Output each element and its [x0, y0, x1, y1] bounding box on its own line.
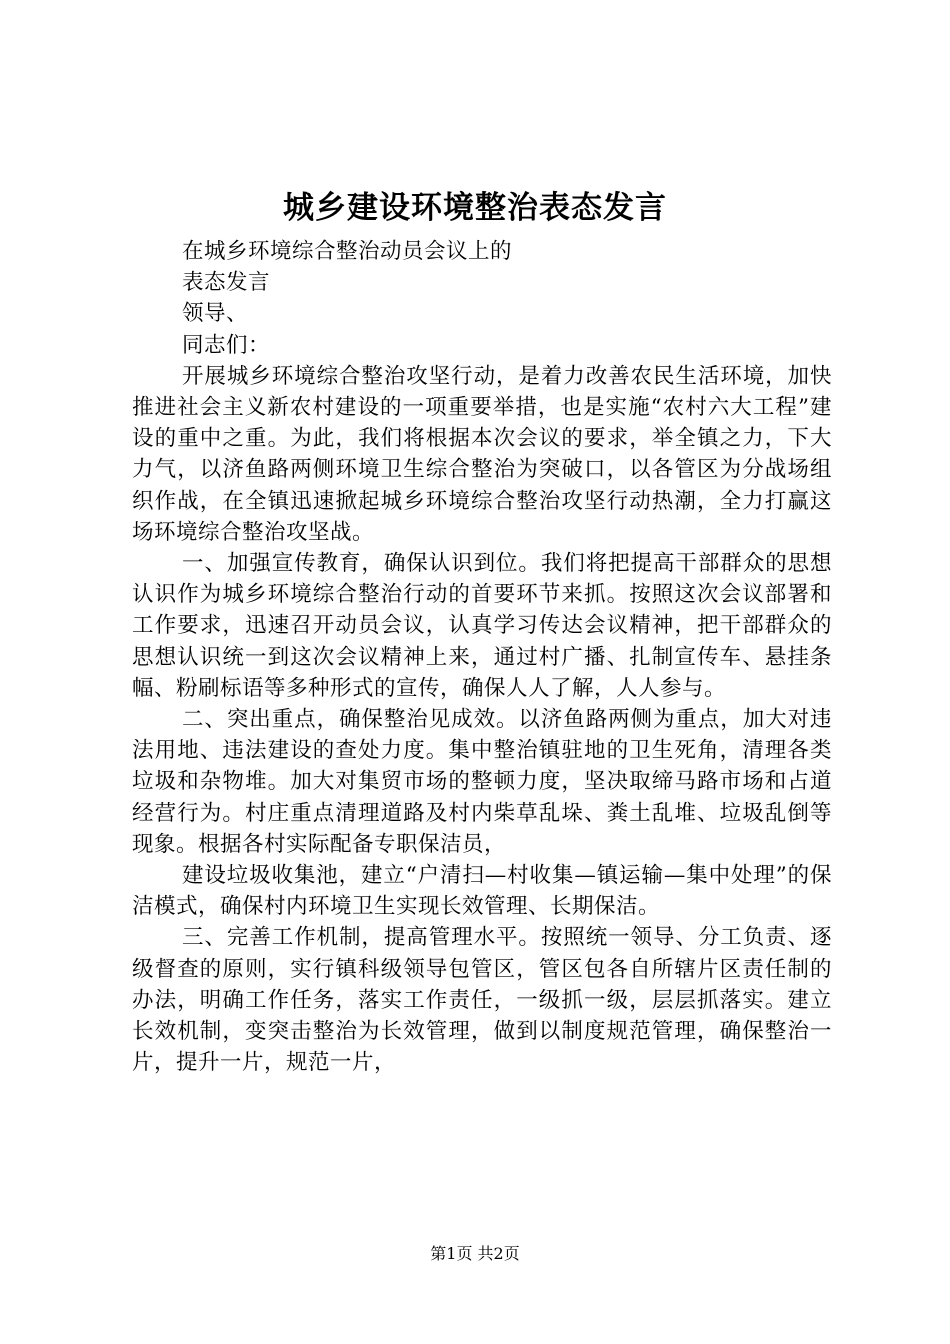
paragraph-point-2: 二、突出重点，确保整治见成效。以济鱼路两侧为重点，加大对违法用地、违法建设的查处力度。集中整治镇驻地的卫生死角，清理各类垃圾和杂物堆。加大对集贸市场的整顿力度，坚决取缔马路市场和占道经营行为。村庄重点清理道路及村内柴草乱垛、粪土乱堆、垃圾乱倒等现象。根据各村实际配备专职保洁员， [132, 707, 832, 857]
salutation-line: 同志们： [182, 332, 271, 358]
header-line: 表态发言 [182, 270, 271, 296]
document-title: 城乡建设环境整治表态发言 [283, 190, 667, 226]
salutation-line: 领导、 [182, 301, 249, 327]
paragraph-point-2-cont: 建设垃圾收集池，建立“户清扫—村收集—镇运输—集中处理”的保洁模式，确保村内环境卫生实现长效管理、长期保洁。 [132, 863, 832, 920]
paragraph-point-3: 三、完善工作机制，提高管理水平。按照统一领导、分工负责、逐级督查的原则，实行镇科级领导包管区，管区包各自所辖片区责任制的办法，明确工作任务，落实工作责任，一级抓一级，层层抓落实。建立长效机制，变突击整治为长效管理，做到以制度规范管理，确保整治一片，提升一片，规范一片， [132, 925, 832, 1076]
page-footer: 第1页 共2页 [430, 1244, 520, 1263]
header-line: 在城乡环境综合整治动员会议上的 [182, 239, 513, 264]
paragraph-intro: 开展城乡环境综合整治攻坚行动，是着力改善农民生活环境，加快推进社会主义新农村建设的一项重要举措，也是实施“农村六大工程”建设的重中之重。为此，我们将根据本次会议的要求，举全镇之力，下大力气，以济鱼路两侧环境卫生综合整治为突破口，以各管区为分战场组织作战，在全镇迅速掀起城乡环境综合整治攻坚行动热潮，全力打赢这场环境综合整治攻坚战。 [132, 363, 832, 545]
paragraph-point-1: 一、加强宣传教育，确保认识到位。我们将把提高干部群众的思想认识作为城乡环境综合整治行动的首要环节来抓。按照这次会议部署和工作要求，迅速召开动员会议，认真学习传达会议精神，把干部群众的思想认识统一到这次会议精神上来，通过村广播、扎制宣传车、悬挂条幅、粉刷标语等多种形式的宣传，确保人人了解，人人参与。 [132, 551, 832, 701]
document-body [132, 236, 832, 1078]
